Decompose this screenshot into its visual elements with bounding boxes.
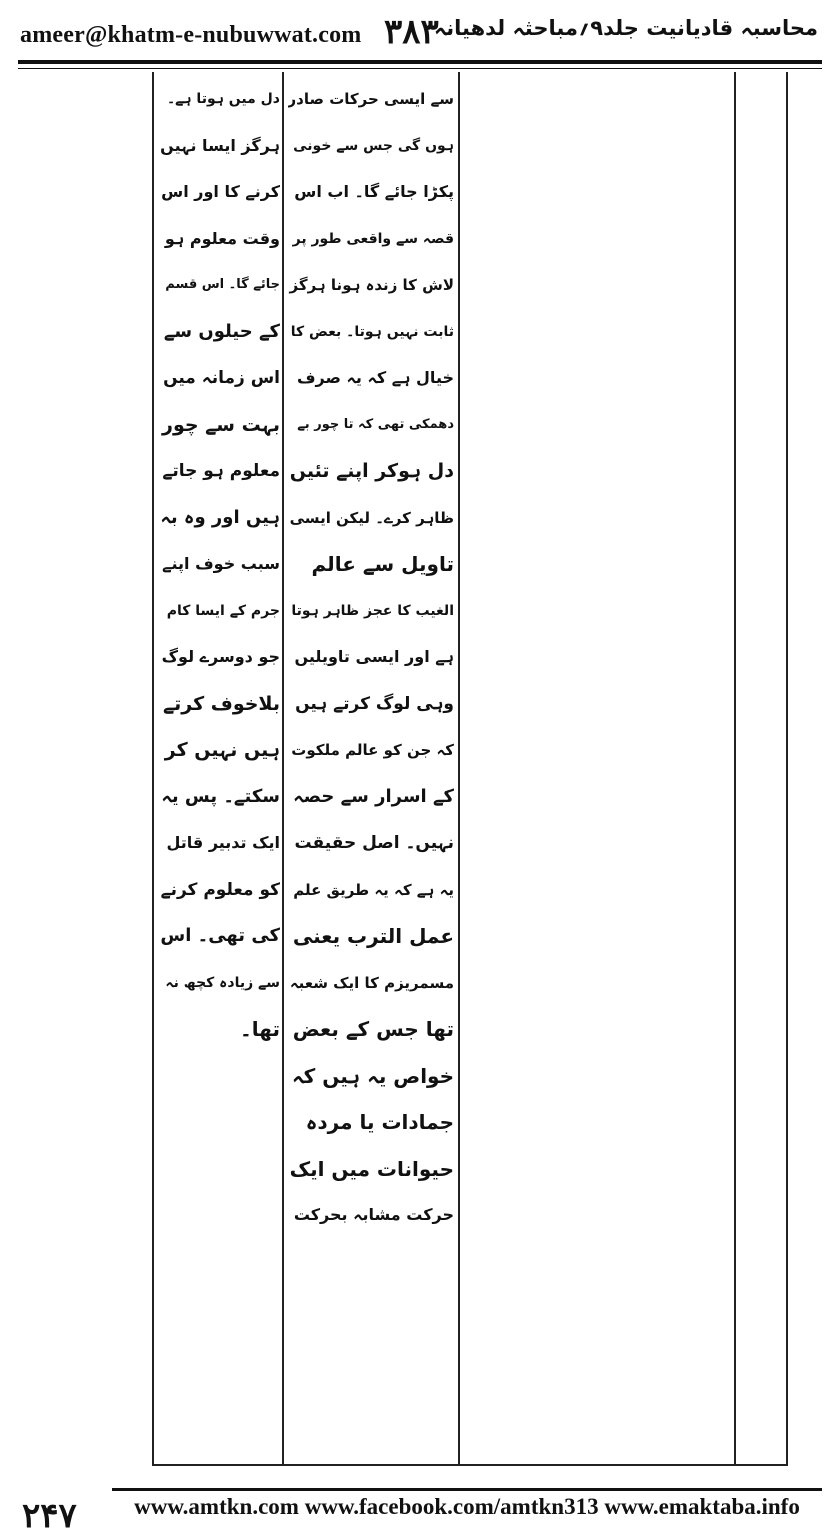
text-line: دھمکی تھی کہ تا چور بے (297, 416, 454, 432)
text-line: جائے گا۔ اس قسم (165, 277, 280, 292)
text-line: سے ایسی حرکات صادر (288, 90, 454, 108)
text-line: دل ہوکر اپنے تئیں (289, 460, 454, 482)
column-divider-1 (282, 72, 284, 1464)
footer-rule (112, 1488, 822, 1491)
text-line: تھا جس کے بعض (292, 1017, 454, 1041)
text-line: جمادات یا مردہ (305, 1110, 454, 1134)
text-line: ہے اور ایسی تاویلیں (294, 647, 454, 666)
header-page-number: ۳۸۳ (384, 12, 439, 52)
text-line: پکڑا جائے گا۔ اب اس (294, 182, 454, 201)
text-line: ظاہر کرے۔ لیکن ایسی (289, 508, 454, 527)
header-email: ameer@khatm-e-nubuwwat.com (20, 22, 362, 48)
text-line: ثابت نہیں ہوتا۔ بعض کا (290, 323, 454, 340)
footer-page-number: ۲۴۷ (22, 1496, 77, 1536)
text-line: لاش کا زندہ ہونا ہرگز (289, 276, 454, 294)
left-text-column (160, 76, 280, 1053)
text-line: تھا۔ (240, 1017, 280, 1041)
text-line: معلوم ہو جاتے (162, 461, 280, 481)
text-line: کہ جن کو عالم ملکوت (291, 741, 454, 759)
header-rule-thin (18, 68, 822, 69)
text-line: یہ ہے کہ یہ طریق علم (293, 880, 454, 899)
header-book-title: محاسبہ قادیانیت جلد۹؍مباحثہ لدھیانہ (433, 16, 818, 40)
text-line: قصہ سے واقعی طور پر (292, 230, 454, 247)
text-line: سبب خوف اپنے (162, 554, 280, 573)
text-line: ہیں نہیں کر (164, 739, 280, 761)
page-header (0, 0, 840, 72)
text-line: حرکت مشابہ بحرکت (293, 1205, 454, 1224)
text-line: خواص یہ ہیں کہ (291, 1063, 454, 1088)
text-line: کے اسرار سے حصہ (293, 785, 454, 807)
text-line: کرنے کا اور اس (161, 182, 280, 201)
footer-urls: www.amtkn.com www.facebook.com/amtkn313 www.emaktaba.info (134, 1494, 800, 1519)
text-line: نہیں۔ اصل حقیقت (294, 833, 454, 853)
comparison-table (152, 72, 788, 1466)
text-line: حیوانات میں ایک (289, 1156, 454, 1181)
text-line: بلاخوف کرتے (163, 692, 280, 715)
text-line: الغیب کا عجز ظاہر ہوتا (291, 602, 454, 619)
text-line: کو معلوم کرنے (160, 879, 280, 900)
text-line: خیال ہے کہ یہ صرف (296, 368, 454, 387)
text-line: دل میں ہوتا ہے۔ (166, 91, 280, 107)
text-line: سے زیادہ کچھ نہ (165, 974, 280, 991)
text-line: ہیں اور وہ بہ (160, 506, 280, 528)
text-line: جو دوسرے لوگ (161, 647, 280, 666)
text-line: عمل الترب یعنی (292, 924, 454, 948)
text-line: کے حیلوں سے (163, 320, 280, 342)
text-line: سکتے۔ پس یہ (161, 785, 280, 807)
text-line: وہی لوگ کرتے ہیں (295, 693, 454, 714)
right-text-column (288, 76, 454, 1239)
column-divider-3 (734, 72, 736, 1464)
text-line: مسمریزم کا ایک شعبہ (289, 973, 454, 992)
text-line: ایک تدبیر قاتل (166, 833, 280, 852)
text-line: ہرگز ایسا نہیں (160, 135, 280, 155)
text-line: کی تھی۔ اس (160, 925, 280, 946)
text-line: ہوں گی جس سے خونی (293, 137, 454, 154)
column-divider-2 (458, 72, 460, 1464)
header-rule-thick (18, 60, 822, 64)
text-line: جرم کے ایسا کام (166, 602, 280, 619)
text-line: تاویل سے عالم (311, 552, 454, 576)
text-line: بہت سے چور (162, 413, 280, 436)
text-line: وقت معلوم ہو (164, 228, 280, 248)
text-line: اس زمانہ میں (163, 368, 280, 388)
